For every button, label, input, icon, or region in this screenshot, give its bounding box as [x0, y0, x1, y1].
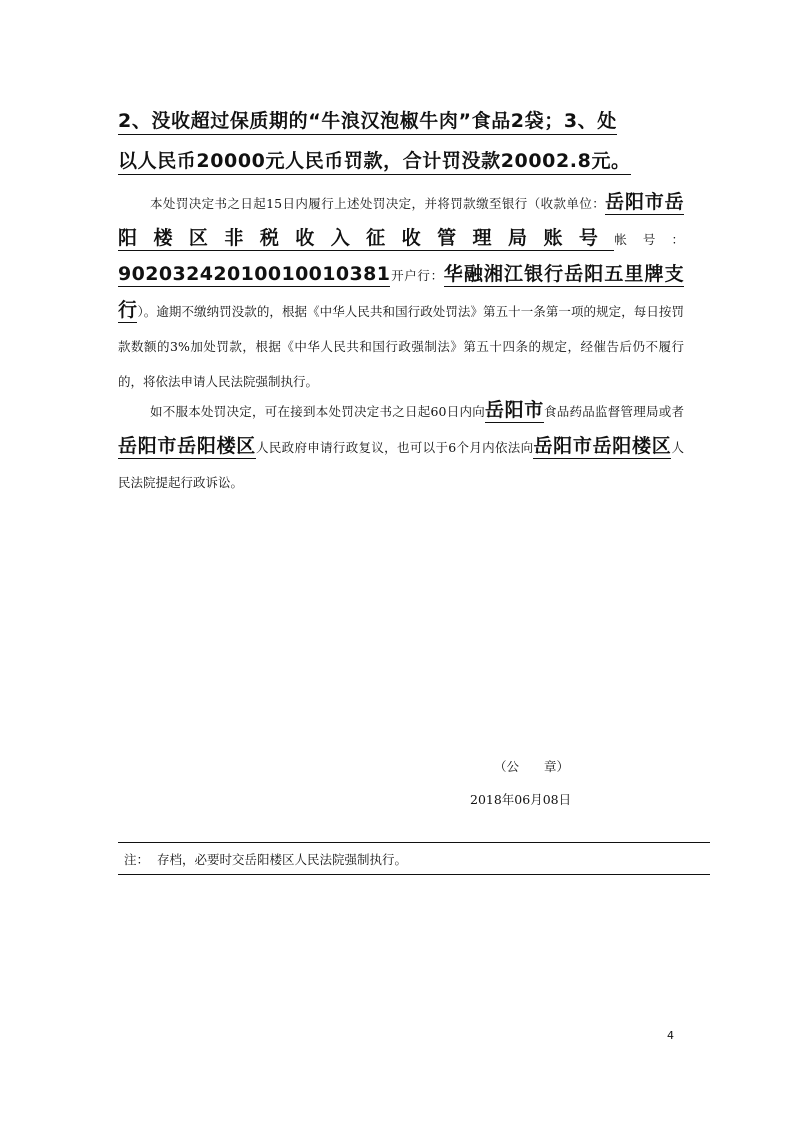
account-label: 帐号：	[614, 232, 684, 247]
penalty-items-line-1	[118, 106, 617, 133]
official-seal-label: （公 章）	[494, 759, 570, 774]
appeal-intro: 如不服本处罚决定，可在接到本处罚决定书之日起60日内向	[150, 404, 485, 419]
decision-date: 2018年06月08日	[470, 792, 572, 807]
account-number: 90203242010010010381	[118, 263, 391, 285]
appeal-district-court: 岳阳市岳阳楼区	[533, 435, 672, 457]
note-bottom-rule	[118, 874, 710, 875]
payment-intro: 本处罚决定书之日起15日内履行上述处罚决定，并将罚款缴至银行（收款单位：	[150, 196, 606, 211]
payment-paragraph	[118, 185, 684, 399]
bank-name: 华融湘江银行岳阳五里牌支行	[118, 263, 684, 321]
bank-label: 开户行：	[390, 268, 444, 283]
footer-note: 注： 存档，必要时交岳阳楼区人民法院强制执行。	[124, 852, 407, 867]
appeal-paragraph	[118, 393, 684, 500]
penalty-items-line-2	[118, 146, 631, 173]
appeal-review-text: 人民政府申请行政复议，也可以于6个月内依法向	[256, 440, 534, 455]
appeal-agency: 食品药品监督管理局或者	[543, 404, 684, 419]
payment-terms: ）。逾期不缴纳罚没款的，根据《中华人民共和国行政处罚法》第五十一条第一项的规定，每日按罚款数额的3%加处罚款，根据《中华人民共和国行政强制法》第五十四条的规定，经催告后仍不履行的，将依法申请人民法院强制执行。	[118, 304, 684, 389]
appeal-city: 岳阳市	[484, 399, 544, 421]
page-number: 4	[667, 1029, 674, 1042]
appeal-litigation-text: 人民法院提起行政诉讼。	[118, 440, 684, 490]
penalty-items-line-1-text: 2、没收超过保质期的“牛浪汉泡椒牛肉”食品2袋；3、处	[118, 110, 617, 135]
appeal-district-government: 岳阳市岳阳楼区	[118, 435, 257, 457]
note-top-rule	[118, 842, 710, 843]
payee-name: 岳阳市岳阳楼区非税收入征收管理局账号	[118, 191, 684, 249]
penalty-items-line-2-text: 以人民币20000元人民币罚款，合计罚没款20002.8元。	[118, 150, 631, 175]
